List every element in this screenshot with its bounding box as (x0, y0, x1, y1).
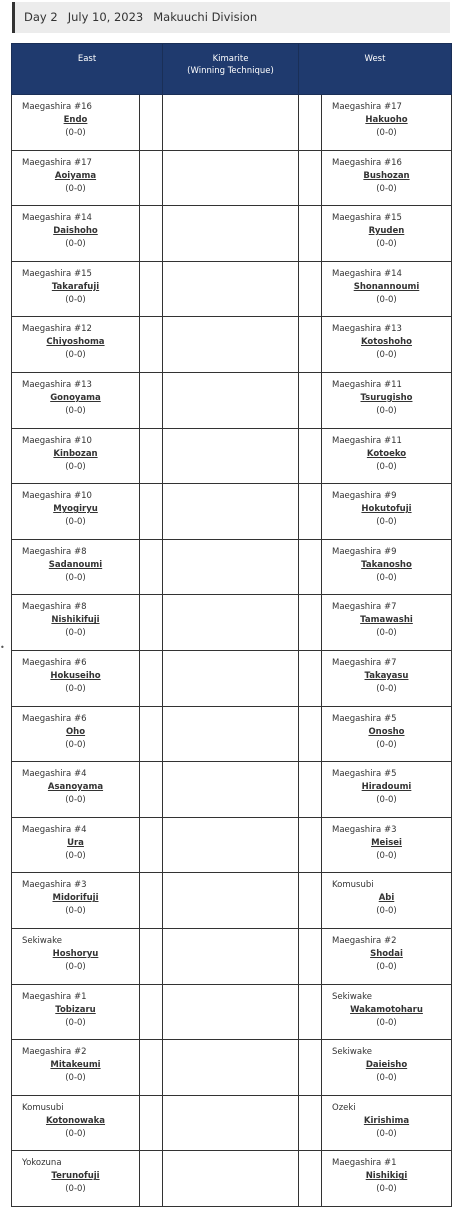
west-result-cell (299, 484, 322, 540)
east-rank: Maegashira #10 (22, 435, 92, 446)
east-result-cell (140, 762, 163, 818)
east-wrestler-link[interactable]: Hokuseiho (50, 670, 101, 681)
west-rank: Maegashira #13 (332, 324, 402, 335)
west-wrestler-cell (322, 428, 452, 484)
east-record: (0-0) (65, 961, 86, 972)
east-wrestler-link[interactable]: Kotonowaka (45, 1115, 106, 1126)
east-result-cell (140, 206, 163, 262)
kimarite-cell (163, 928, 299, 984)
west-wrestler-cell (322, 1095, 452, 1151)
east-record: (0-0) (65, 628, 86, 639)
kimarite-cell (163, 984, 299, 1040)
west-record: (0-0) (376, 1184, 397, 1195)
west-rank: Maegashira #15 (332, 213, 402, 224)
west-wrestler-cell (322, 817, 452, 873)
east-result-cell (140, 261, 163, 317)
east-wrestler-cell (12, 1095, 140, 1151)
east-result-cell (140, 595, 163, 651)
east-wrestler-link[interactable]: Asanoyama (47, 782, 104, 793)
east-result-cell (140, 873, 163, 929)
west-wrestler-link[interactable]: Kotoshoho (360, 337, 413, 348)
east-wrestler-cell (12, 650, 140, 706)
west-wrestler-cell (322, 928, 452, 984)
east-record: (0-0) (65, 1073, 86, 1084)
bout-list (12, 95, 452, 1207)
east-wrestler-cell (12, 928, 140, 984)
east-wrestler-link[interactable]: Tobizaru (55, 1004, 96, 1015)
kimarite-cell (163, 595, 299, 651)
kimarite-cell (163, 95, 299, 151)
east-result-cell (140, 1040, 163, 1096)
kimarite-cell (163, 762, 299, 818)
west-result-cell (299, 317, 322, 373)
east-rank: Maegashira #13 (22, 379, 92, 390)
west-rank: Maegashira #2 (332, 935, 397, 946)
east-wrestler-cell (12, 428, 140, 484)
kimarite-cell (163, 650, 299, 706)
west-wrestler-cell (322, 484, 452, 540)
kimarite-cell (163, 150, 299, 206)
east-record: (0-0) (65, 1184, 86, 1195)
west-wrestler-cell (322, 206, 452, 262)
bout-row (12, 1151, 452, 1207)
east-record: (0-0) (65, 183, 86, 194)
east-rank: Komusubi (22, 1102, 64, 1113)
torikumi-table (11, 43, 452, 1207)
west-wrestler-cell (322, 650, 452, 706)
kimarite-cell (163, 317, 299, 373)
east-rank: Maegashira #4 (22, 769, 87, 780)
east-record: (0-0) (65, 572, 86, 583)
east-record: (0-0) (65, 294, 86, 305)
west-rank: Maegashira #7 (332, 602, 397, 613)
west-wrestler-link[interactable]: Abi (378, 893, 395, 904)
division-label: Makuuchi Division (153, 10, 258, 24)
east-wrestler-link[interactable]: Chiyoshoma (46, 337, 105, 348)
west-result-cell (299, 261, 322, 317)
west-wrestler-cell (322, 317, 452, 373)
west-record: (0-0) (376, 350, 397, 361)
day-label: Day 2 (24, 10, 58, 24)
east-record: (0-0) (65, 850, 86, 861)
bout-row (12, 762, 452, 818)
bullet-mark: • (0, 643, 5, 652)
east-wrestler-cell (12, 984, 140, 1040)
east-wrestler-link[interactable]: Takarafuji (51, 281, 100, 292)
east-wrestler-cell (12, 95, 140, 151)
bout-row (12, 372, 452, 428)
west-wrestler-link[interactable]: Takayasu (364, 670, 409, 681)
west-wrestler-cell (322, 1040, 452, 1096)
west-rank: Maegashira #11 (332, 379, 402, 390)
west-result-cell (299, 539, 322, 595)
west-result-cell (299, 95, 322, 151)
east-wrestler-link[interactable]: Mitakeumi (50, 1060, 101, 1071)
bout-row (12, 95, 452, 151)
east-result-cell (140, 706, 163, 762)
east-wrestler-cell (12, 595, 140, 651)
east-result-cell (140, 817, 163, 873)
kimarite-cell (163, 484, 299, 540)
west-record: (0-0) (376, 1073, 397, 1084)
west-record: (0-0) (376, 183, 397, 194)
bout-row (12, 317, 452, 373)
east-result-cell (140, 984, 163, 1040)
west-rank: Maegashira #17 (332, 102, 402, 112)
east-rank: Maegashira #14 (22, 213, 92, 224)
west-rank: Maegashira #7 (332, 657, 397, 668)
east-wrestler-cell (12, 762, 140, 818)
bout-row (12, 539, 452, 595)
west-wrestler-link[interactable]: Takanosho (361, 559, 412, 570)
west-wrestler-link[interactable]: Ryuden (368, 226, 405, 237)
east-wrestler-link[interactable]: Sadanoumi (48, 559, 103, 570)
east-wrestler-cell (12, 484, 140, 540)
west-result-cell (299, 150, 322, 206)
east-rank: Maegashira #1 (22, 991, 87, 1002)
east-wrestler-link[interactable]: Gonoyama (50, 392, 101, 403)
east-rank: Maegashira #15 (22, 268, 92, 279)
kimarite-cell (163, 817, 299, 873)
west-rank: Sekiwake (332, 991, 372, 1002)
east-wrestler-cell (12, 261, 140, 317)
east-rank: Maegashira #4 (22, 824, 87, 835)
east-wrestler-link[interactable]: Midorifuji (52, 893, 99, 904)
west-rank: Maegashira #1 (332, 1158, 397, 1169)
east-wrestler-link[interactable]: Hoshoryu (52, 948, 99, 959)
east-rank: Maegashira #8 (22, 602, 87, 613)
east-result-cell (140, 317, 163, 373)
east-record: (0-0) (65, 461, 86, 472)
west-record: (0-0) (376, 1017, 397, 1028)
west-wrestler-link[interactable]: Tamawashi (360, 615, 413, 626)
east-rank: Maegashira #6 (22, 657, 87, 668)
east-wrestler-link[interactable]: Terunofuji (51, 1171, 100, 1182)
east-result-cell (140, 150, 163, 206)
table-header-row (12, 44, 452, 95)
west-wrestler-cell (322, 595, 452, 651)
west-record: (0-0) (376, 405, 397, 416)
west-result-cell (299, 206, 322, 262)
west-wrestler-link[interactable]: Shonannoumi (353, 281, 420, 292)
kimarite-cell (163, 1151, 299, 1207)
east-rank: Maegashira #16 (22, 102, 92, 112)
kimarite-cell (163, 706, 299, 762)
west-wrestler-link[interactable]: Tsurugisho (360, 392, 413, 403)
west-record: (0-0) (376, 572, 397, 583)
east-record: (0-0) (65, 739, 86, 750)
west-record: (0-0) (376, 461, 397, 472)
west-wrestler-cell (322, 539, 452, 595)
west-result-cell (299, 428, 322, 484)
west-wrestler-link[interactable]: Onosho (368, 726, 405, 737)
west-wrestler-link[interactable]: Wakamotoharu (350, 1004, 423, 1015)
west-result-cell (299, 1095, 322, 1151)
page-title (12, 2, 450, 33)
east-wrestler-cell (12, 873, 140, 929)
west-wrestler-link[interactable]: Shodai (370, 948, 403, 959)
kimarite-cell (163, 539, 299, 595)
east-rank: Maegashira #17 (22, 157, 92, 168)
west-result-cell (299, 1151, 322, 1207)
west-record: (0-0) (376, 517, 397, 528)
east-record: (0-0) (65, 683, 86, 694)
east-result-cell (140, 650, 163, 706)
east-wrestler-link[interactable]: Ura (67, 837, 84, 848)
bout-row (12, 261, 452, 317)
kimarite-cell (163, 428, 299, 484)
west-wrestler-cell (322, 762, 452, 818)
bout-row (12, 817, 452, 873)
bout-row (12, 206, 452, 262)
west-column-header: West (299, 44, 452, 95)
east-rank: Maegashira #12 (22, 324, 92, 335)
west-rank: Maegashira #16 (332, 157, 402, 168)
east-wrestler-link[interactable]: Kinbozan (53, 448, 98, 459)
west-record: (0-0) (376, 683, 397, 694)
bout-row (12, 428, 452, 484)
west-wrestler-link[interactable]: Hokutofuji (361, 504, 412, 515)
west-wrestler-cell (322, 706, 452, 762)
west-record: (0-0) (376, 239, 397, 250)
west-wrestler-link[interactable]: Nishikigi (365, 1171, 408, 1182)
kimarite-cell (163, 1095, 299, 1151)
west-result-cell (299, 372, 322, 428)
bout-row (12, 706, 452, 762)
east-wrestler-link[interactable]: Endo (63, 115, 88, 125)
east-wrestler-link[interactable]: Aoiyama (54, 170, 97, 181)
west-result-cell (299, 706, 322, 762)
east-result-cell (140, 539, 163, 595)
bout-row (12, 150, 452, 206)
west-rank: Maegashira #5 (332, 713, 397, 724)
bout-row (12, 1095, 452, 1151)
east-wrestler-link[interactable]: Daishoho (53, 226, 98, 237)
east-rank: Maegashira #8 (22, 546, 87, 557)
west-record: (0-0) (376, 961, 397, 972)
west-record: (0-0) (376, 128, 397, 138)
west-record: (0-0) (376, 739, 397, 750)
east-wrestler-cell (12, 150, 140, 206)
east-wrestler-cell (12, 372, 140, 428)
west-wrestler-link[interactable]: Hakuoho (365, 115, 408, 125)
east-wrestler-cell (12, 206, 140, 262)
west-result-cell (299, 873, 322, 929)
west-record: (0-0) (376, 1128, 397, 1139)
west-record: (0-0) (376, 795, 397, 806)
bout-row (12, 484, 452, 540)
west-rank: Maegashira #14 (332, 268, 402, 279)
east-record: (0-0) (65, 1128, 86, 1139)
west-rank: Ozeki (332, 1102, 356, 1113)
west-result-cell (299, 928, 322, 984)
east-wrestler-cell (12, 706, 140, 762)
east-record: (0-0) (65, 350, 86, 361)
east-rank: Maegashira #2 (22, 1047, 87, 1058)
east-result-cell (140, 428, 163, 484)
east-rank: Maegashira #10 (22, 491, 92, 502)
date-label: July 10, 2023 (67, 10, 144, 24)
west-wrestler-cell (322, 95, 452, 151)
bout-row (12, 928, 452, 984)
west-result-cell (299, 1040, 322, 1096)
west-result-cell (299, 650, 322, 706)
west-wrestler-link[interactable]: Daieisho (365, 1060, 408, 1071)
east-rank: Yokozuna (22, 1158, 62, 1169)
east-record: (0-0) (65, 795, 86, 806)
bout-row (12, 873, 452, 929)
east-rank: Maegashira #3 (22, 880, 87, 891)
west-wrestler-link[interactable]: Meisei (371, 837, 402, 848)
bout-row (12, 984, 452, 1040)
east-wrestler-cell (12, 817, 140, 873)
west-wrestler-cell (322, 1151, 452, 1207)
east-record: (0-0) (65, 906, 86, 917)
west-rank: Maegashira #5 (332, 769, 397, 780)
west-wrestler-cell (322, 984, 452, 1040)
west-record: (0-0) (376, 906, 397, 917)
east-wrestler-cell (12, 539, 140, 595)
east-result-cell (140, 1151, 163, 1207)
kimarite-cell (163, 1040, 299, 1096)
west-result-cell (299, 817, 322, 873)
kimarite-cell (163, 873, 299, 929)
west-rank: Komusubi (332, 880, 374, 891)
east-rank: Maegashira #6 (22, 713, 87, 724)
west-wrestler-link[interactable]: Bushozan (363, 170, 410, 181)
west-wrestler-cell (322, 150, 452, 206)
east-result-cell (140, 484, 163, 540)
kimarite-header-sub: (Winning Technique) (187, 66, 274, 76)
east-record: (0-0) (65, 239, 86, 250)
east-result-cell (140, 1095, 163, 1151)
west-result-cell (299, 984, 322, 1040)
east-record: (0-0) (65, 405, 86, 416)
east-wrestler-link[interactable]: Myogiryu (53, 504, 98, 515)
east-record: (0-0) (65, 517, 86, 528)
east-record: (0-0) (65, 1017, 86, 1028)
east-wrestler-cell (12, 317, 140, 373)
west-record: (0-0) (376, 294, 397, 305)
east-column-header: East (12, 44, 163, 95)
east-wrestler-link[interactable]: Oho (65, 726, 86, 737)
west-result-cell (299, 595, 322, 651)
east-record: (0-0) (65, 128, 86, 138)
bout-row (12, 1040, 452, 1096)
east-result-cell (140, 95, 163, 151)
kimarite-column-header (163, 44, 299, 95)
west-record: (0-0) (376, 850, 397, 861)
kimarite-header-label: Kimarite (212, 54, 249, 64)
west-rank: Sekiwake (332, 1047, 372, 1058)
west-rank: Maegashira #9 (332, 491, 397, 502)
west-wrestler-cell (322, 261, 452, 317)
kimarite-cell (163, 261, 299, 317)
east-wrestler-link[interactable]: Nishikifuji (51, 615, 100, 626)
east-wrestler-cell (12, 1151, 140, 1207)
east-result-cell (140, 928, 163, 984)
west-rank: Maegashira #9 (332, 546, 397, 557)
west-rank: Maegashira #11 (332, 435, 402, 446)
west-wrestler-link[interactable]: Kirishima (363, 1115, 410, 1126)
east-result-cell (140, 372, 163, 428)
west-wrestler-link[interactable]: Kotoeko (366, 448, 407, 459)
west-wrestler-cell (322, 372, 452, 428)
east-wrestler-cell (12, 1040, 140, 1096)
east-rank: Sekiwake (22, 935, 62, 946)
west-record: (0-0) (376, 628, 397, 639)
bout-row (12, 595, 452, 651)
west-wrestler-link[interactable]: Hiradoumi (361, 782, 412, 793)
west-rank: Maegashira #3 (332, 824, 397, 835)
kimarite-cell (163, 206, 299, 262)
west-wrestler-cell (322, 873, 452, 929)
bout-row (12, 650, 452, 706)
west-result-cell (299, 762, 322, 818)
kimarite-cell (163, 372, 299, 428)
